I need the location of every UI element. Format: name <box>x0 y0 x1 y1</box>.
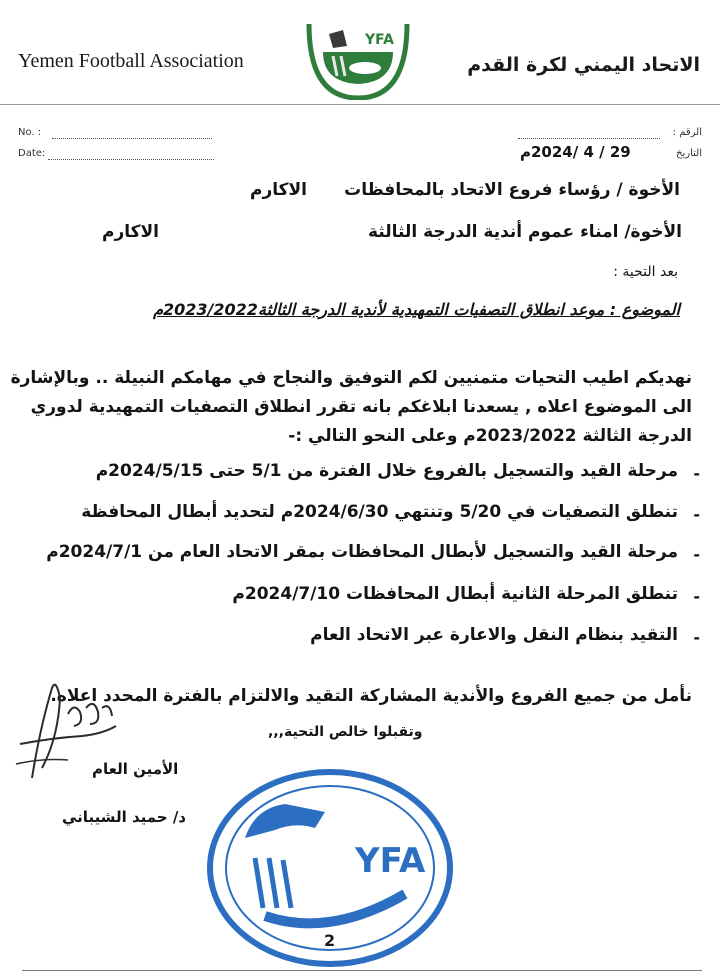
org-name-arabic: الاتحاد اليمني لكرة القدم <box>467 54 700 76</box>
ref-no-label-en: No. : <box>18 127 42 138</box>
letter-date: 29 / 4 /2024م <box>520 143 631 161</box>
recipient-1-honorific: الاكارم <box>250 180 308 200</box>
logo-text: YFA <box>365 32 394 48</box>
header-divider <box>0 104 720 105</box>
body-line-1: نهديكم اطيب التحيات متمنيين لكم التوفيق والنجاح في مهامكم النبيلة .. وبالإشارة <box>10 368 692 388</box>
recipient-line-2: الأخوة/ امناء عموم أندية الدرجة الثالثة <box>368 222 682 242</box>
subject-line: الموضوع : موعد انطلاق التصفيات التمهيدية لأندية الدرجة الثالثة2023/2022م <box>153 300 680 319</box>
bullet-item-3: مرحلة القيد والتسجيل لأبطال المحافظات بمقر الاتحاد العام من 2024/7/1م <box>46 542 678 562</box>
bullet-marker: - <box>693 505 700 524</box>
closing-sentence: نأمل من جميع الفروع والأندية المشاركة التقيد والالتزام بالفترة المحدد اعلاه. <box>50 686 692 706</box>
bullet-marker: - <box>693 628 700 647</box>
bullet-item-1: مرحلة القيد والتسجيل بالفروع خلال الفترة من 5/1 حتى 2024/5/15م <box>95 461 678 481</box>
body-line-3: الدرجة الثالثة 2023/2022م وعلى النحو التالي :- <box>288 426 692 446</box>
ref-date-label-en: Date: <box>18 148 46 159</box>
signatory-name: د/ حميد الشيباني <box>62 808 186 826</box>
recipient-2-honorific: الاكارم <box>102 222 160 242</box>
org-name-english: Yemen Football Association <box>18 50 244 72</box>
bullet-item-5: التقيد بنظام النقل والاعارة عبر الاتحاد العام <box>310 625 678 645</box>
stamp-number: 2 <box>324 931 336 950</box>
yfa-logo-emblem <box>303 22 413 100</box>
recipient-line-1: الأخوة / رؤساء فروع الاتحاد بالمحافظات <box>344 180 680 200</box>
ref-date-label-ar: التاريخ <box>676 148 702 159</box>
regards-line: وتقبلوا خالص التحية,,, <box>268 724 423 740</box>
ref-no-line-en <box>52 138 212 139</box>
signatory-title: الأمين العام <box>92 760 179 778</box>
official-stamp <box>205 768 455 968</box>
stamp-logo-text: YFA <box>355 841 426 881</box>
bullet-marker: - <box>693 464 700 483</box>
footer-divider <box>22 970 702 971</box>
body-line-2: الى الموضوع اعلاه , يسعدنا ابلاغكم بانه تقرر انطلاق التصفيات التمهيدية لدوري <box>30 397 692 417</box>
bullet-marker: - <box>693 545 700 564</box>
greeting: بعد التحية : <box>613 264 678 280</box>
bullet-item-2: تنطلق التصفيات في 5/20 وتنتهي 2024/6/30م لتحديد أبطال المحافظة <box>81 502 678 522</box>
bullet-item-4: تنطلق المرحلة الثانية أبطال المحافظات 2024/7/10م <box>232 584 678 604</box>
ref-no-line-ar <box>518 138 660 139</box>
ref-no-label-ar: الرقم : <box>672 127 702 138</box>
ref-date-line-en <box>48 159 214 160</box>
bullet-marker: - <box>693 587 700 606</box>
